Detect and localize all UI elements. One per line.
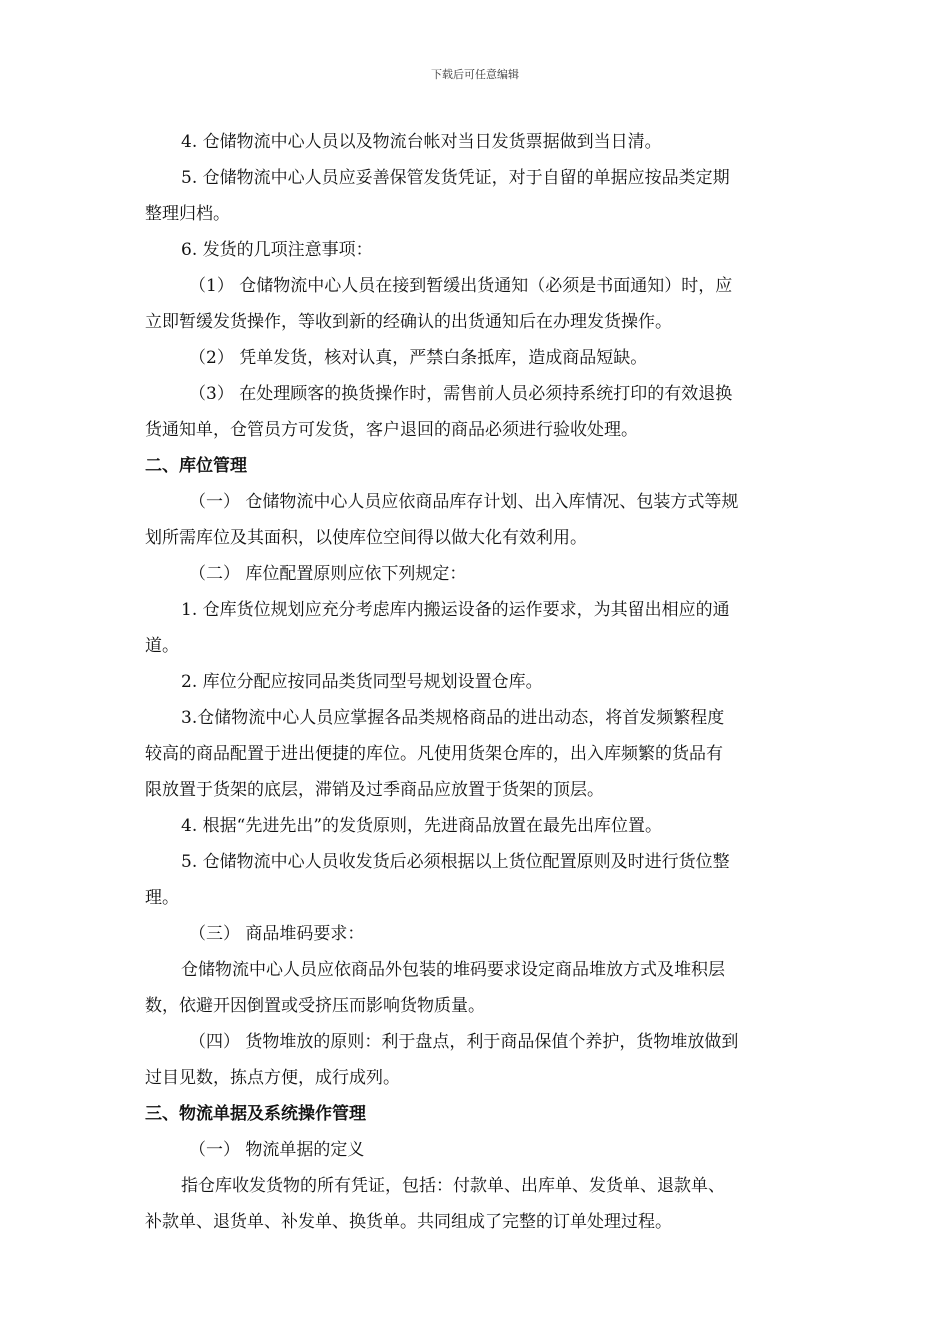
document-body <box>145 124 809 1240</box>
paragraph-line: 限放置于货架的底层，滞销及过季商品应放置于货架的顶层。 <box>145 780 604 800</box>
paragraph-line: 较高的商品配置于进出便捷的库位。凡使用货架仓库的，出入库频繁的货品有 <box>145 744 723 764</box>
paragraph-line: 2. 库位分配应按同品类货同型号规划设置仓库。 <box>181 672 543 692</box>
paragraph-line: 过目见数，拣点方便，成行成列。 <box>145 1068 400 1088</box>
paragraph-line: （四） 货物堆放的原则：利于盘点，利于商品保值个养护，货物堆放做到 <box>189 1032 739 1052</box>
paragraph-line: 指仓库收发货物的所有凭证，包括：付款单、出库单、发货单、退款单、 <box>181 1176 725 1196</box>
paragraph-line: 6. 发货的几项注意事项： <box>181 240 373 260</box>
paragraph-line: 立即暂缓发货操作，等收到新的经确认的出货通知后在办理发货操作。 <box>145 312 672 332</box>
paragraph-line: （2） 凭单发货，核对认真，严禁白条抵库，造成商品短缺。 <box>189 348 648 368</box>
paragraph-line: （三） 商品堆码要求： <box>189 924 365 944</box>
paragraph-line: 货通知单，仓管员方可发货，客户退回的商品必须进行验收处理。 <box>145 420 638 440</box>
paragraph-line: 5. 仓储物流中心人员收发货后必须根据以上货位配置原则及时进行货位整 <box>181 852 730 872</box>
paragraph-line: 整理归档。 <box>145 204 230 224</box>
paragraph-line: 数，依避开因倒置或受挤压而影响货物质量。 <box>145 996 485 1016</box>
paragraph-line: 3.仓储物流中心人员应掌握各品类规格商品的进出动态，将首发频繁程度 <box>181 708 725 728</box>
paragraph-line: 4. 根据“先进先出”的发货原则，先进商品放置在最先出库位置。 <box>181 816 663 836</box>
paragraph-line: 仓储物流中心人员应依商品外包装的堆码要求设定商品堆放方式及堆积层 <box>181 960 725 980</box>
paragraph-line: 补款单、退货单、补发单、换货单。共同组成了完整的订单处理过程。 <box>145 1212 672 1232</box>
paragraph-line: （二） 库位配置原则应依下列规定： <box>189 564 467 584</box>
paragraph-line: （3） 在处理顾客的换货操作时，需售前人员必须持系统打印的有效退换 <box>189 384 733 404</box>
section-heading: 三、物流单据及系统操作管理 <box>145 1104 366 1124</box>
paragraph-line: 道。 <box>145 636 179 656</box>
paragraph-line: （一） 仓储物流中心人员应依商品库存计划、出入库情况、包装方式等规 <box>189 492 739 512</box>
paragraph-line: 5. 仓储物流中心人员应妥善保管发货凭证，对于自留的单据应按品类定期 <box>181 168 730 188</box>
section-heading: 二、库位管理 <box>145 456 247 476</box>
paragraph-line: 4. 仓储物流中心人员以及物流台帐对当日发货票据做到当日清。 <box>181 132 662 152</box>
paragraph-line: （一） 物流单据的定义 <box>189 1140 365 1160</box>
paragraph-line: 理。 <box>145 888 179 908</box>
page-header: 下载后可任意编辑 <box>431 68 519 81</box>
paragraph-line: （1） 仓储物流中心人员在接到暂缓出货通知（必须是书面通知）时，应 <box>189 276 733 296</box>
paragraph-line: 划所需库位及其面积，以使库位空间得以做大化有效利用。 <box>145 528 587 548</box>
paragraph-line: 1. 仓库货位规划应充分考虑库内搬运设备的运作要求，为其留出相应的通 <box>181 600 730 620</box>
